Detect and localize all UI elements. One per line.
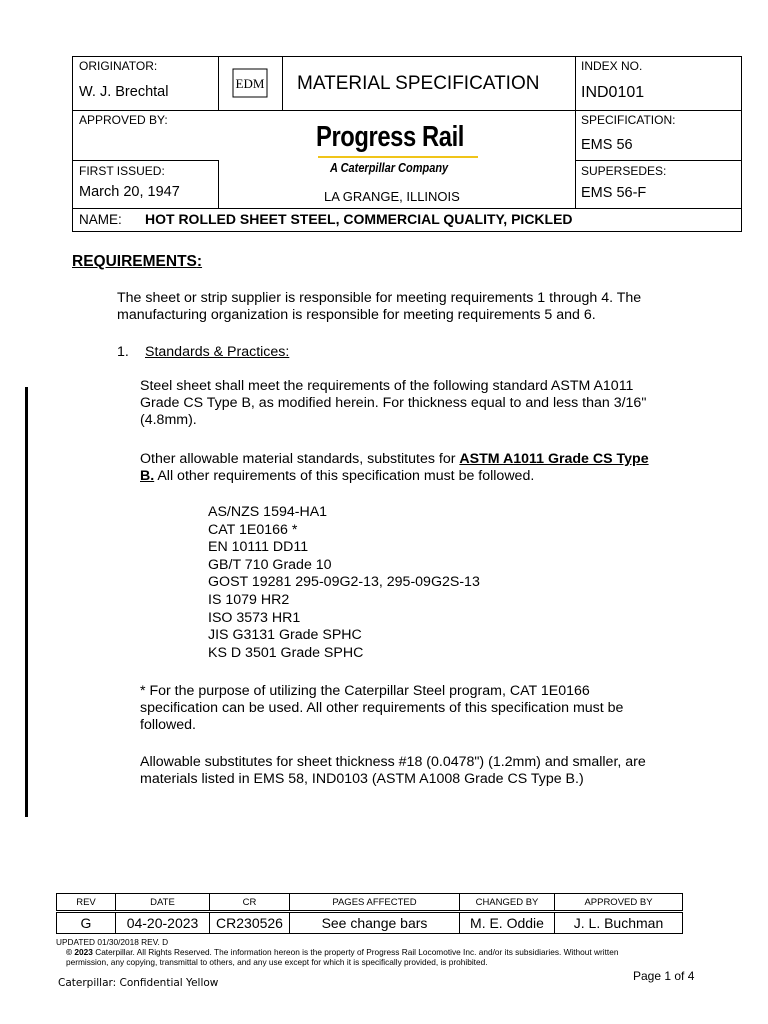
column-header: CHANGED BY <box>460 894 555 912</box>
list-item: JIS G3131 Grade SPHC <box>208 627 362 644</box>
intro-paragraph: The sheet or strip supplier is responsible for meeting requirements 1 through 4. The manufacturing organization is responsible for meeting requirements 5 and 6. <box>117 290 642 323</box>
requirements-heading: REQUIREMENTS: <box>72 253 203 270</box>
document-type: MATERIAL SPECIFICATION <box>297 73 540 94</box>
cr-cell: CR230526 <box>210 912 290 934</box>
list-item: EN 10111 DD11 <box>208 539 309 556</box>
column-header: CR <box>210 894 290 912</box>
header-divider <box>218 56 219 110</box>
company-logo-subtitle: A Caterpillar Company <box>330 161 449 175</box>
copyright-notice: © 2023 Caterpillar. All Rights Reserved. The information hereon is the property of Progress Rail Locomotive Inc. and/or its subsidiaries. Without written permission, any copying, transmittal to others, and any use except for which it is specifically provided, is prohibited. <box>66 947 619 967</box>
thin-sheet-paragraph: Allowable substitutes for sheet thickness #18 (0.0478") (1.2mm) and smaller, are materials listed in EMS 58, IND0103 (ASTM A1008 Grade CS Type B.) <box>140 754 646 787</box>
list-item: GB/T 710 Grade 10 <box>208 556 332 573</box>
company-logo-name: Progress Rail <box>316 121 464 153</box>
first-issued-value: March 20, 1947 <box>79 184 180 200</box>
header-divider <box>72 208 742 209</box>
column-header: APPROVED BY <box>555 894 683 912</box>
edm-logo <box>232 68 268 98</box>
revision-table <box>56 893 683 934</box>
company-logo-underline <box>318 156 478 158</box>
note-paragraph: * For the purpose of utilizing the Caterpillar Steel program, CAT 1E0166 specification can be used. All other requirements of this specification must be followed. <box>140 683 624 733</box>
header-divider <box>72 110 742 111</box>
header-divider <box>72 160 218 161</box>
rev-cell: G <box>57 912 116 934</box>
index-value: IND0101 <box>581 84 645 101</box>
column-header: PAGES AFFECTED <box>290 894 460 912</box>
list-item: GOST 19281 295-09G2-13, 295-09G2S-13 <box>208 574 480 591</box>
date-cell: 04-20-2023 <box>116 912 210 934</box>
header-divider <box>218 160 219 208</box>
approved-by-label: APPROVED BY: <box>79 113 168 127</box>
originator-label: ORIGINATOR: <box>79 59 158 73</box>
column-header: REV <box>57 894 116 912</box>
header-divider <box>575 56 576 208</box>
standard-paragraph: Steel sheet shall meet the requirements of the following standard ASTM A1011 Grade CS Type B, as modified herein. For thickness equal to and less than 3/16" (4.8mm). <box>140 378 647 428</box>
page-number: Page 1 of 4 <box>633 969 695 983</box>
list-item: IS 1079 HR2 <box>208 591 290 608</box>
specification-value: EMS 56 <box>581 137 633 153</box>
first-issued-label: FIRST ISSUED: <box>79 164 165 178</box>
name-label: NAME: <box>79 212 122 227</box>
approved-by-cell: J. L. Buchman <box>555 912 683 934</box>
item-title: Standards & Practices: <box>145 344 290 360</box>
substitutes-paragraph: Other allowable material standards, substitutes for ASTM A1011 Grade CS Type B. All other requirements of this specification must be followed. <box>140 451 649 484</box>
table-row <box>57 912 683 934</box>
originator-value: W. J. Brechtal <box>79 84 169 100</box>
supersedes-value: EMS 56-F <box>581 185 647 201</box>
header-divider <box>575 160 742 161</box>
changed-by-cell: M. E. Oddie <box>460 912 555 934</box>
item-number: 1. <box>117 344 129 360</box>
svg-text:EDM: EDM <box>235 76 265 91</box>
list-item: CAT 1E0166 * <box>208 521 298 538</box>
change-bar <box>25 387 28 817</box>
material-name: HOT ROLLED SHEET STEEL, COMMERCIAL QUALITY, PICKLED <box>145 211 573 227</box>
header-divider <box>282 56 283 110</box>
updated-note: UPDATED 01/30/2018 REV. D <box>56 937 169 947</box>
list-item: KS D 3501 Grade SPHC <box>208 644 364 661</box>
supersedes-label: SUPERSEDES: <box>581 164 667 178</box>
confidentiality-label: Caterpillar: Confidential Yellow <box>58 977 219 989</box>
list-item: AS/NZS 1594-HA1 <box>208 504 328 520</box>
specification-label: SPECIFICATION: <box>581 113 676 127</box>
list-item: ISO 3573 HR1 <box>208 609 301 626</box>
company-location: LA GRANGE, ILLINOIS <box>324 189 460 204</box>
table-header-row <box>57 894 683 912</box>
standards-list <box>208 504 480 662</box>
pages-affected-cell: See change bars <box>290 912 460 934</box>
column-header: DATE <box>116 894 210 912</box>
index-label: INDEX NO. <box>581 59 643 73</box>
